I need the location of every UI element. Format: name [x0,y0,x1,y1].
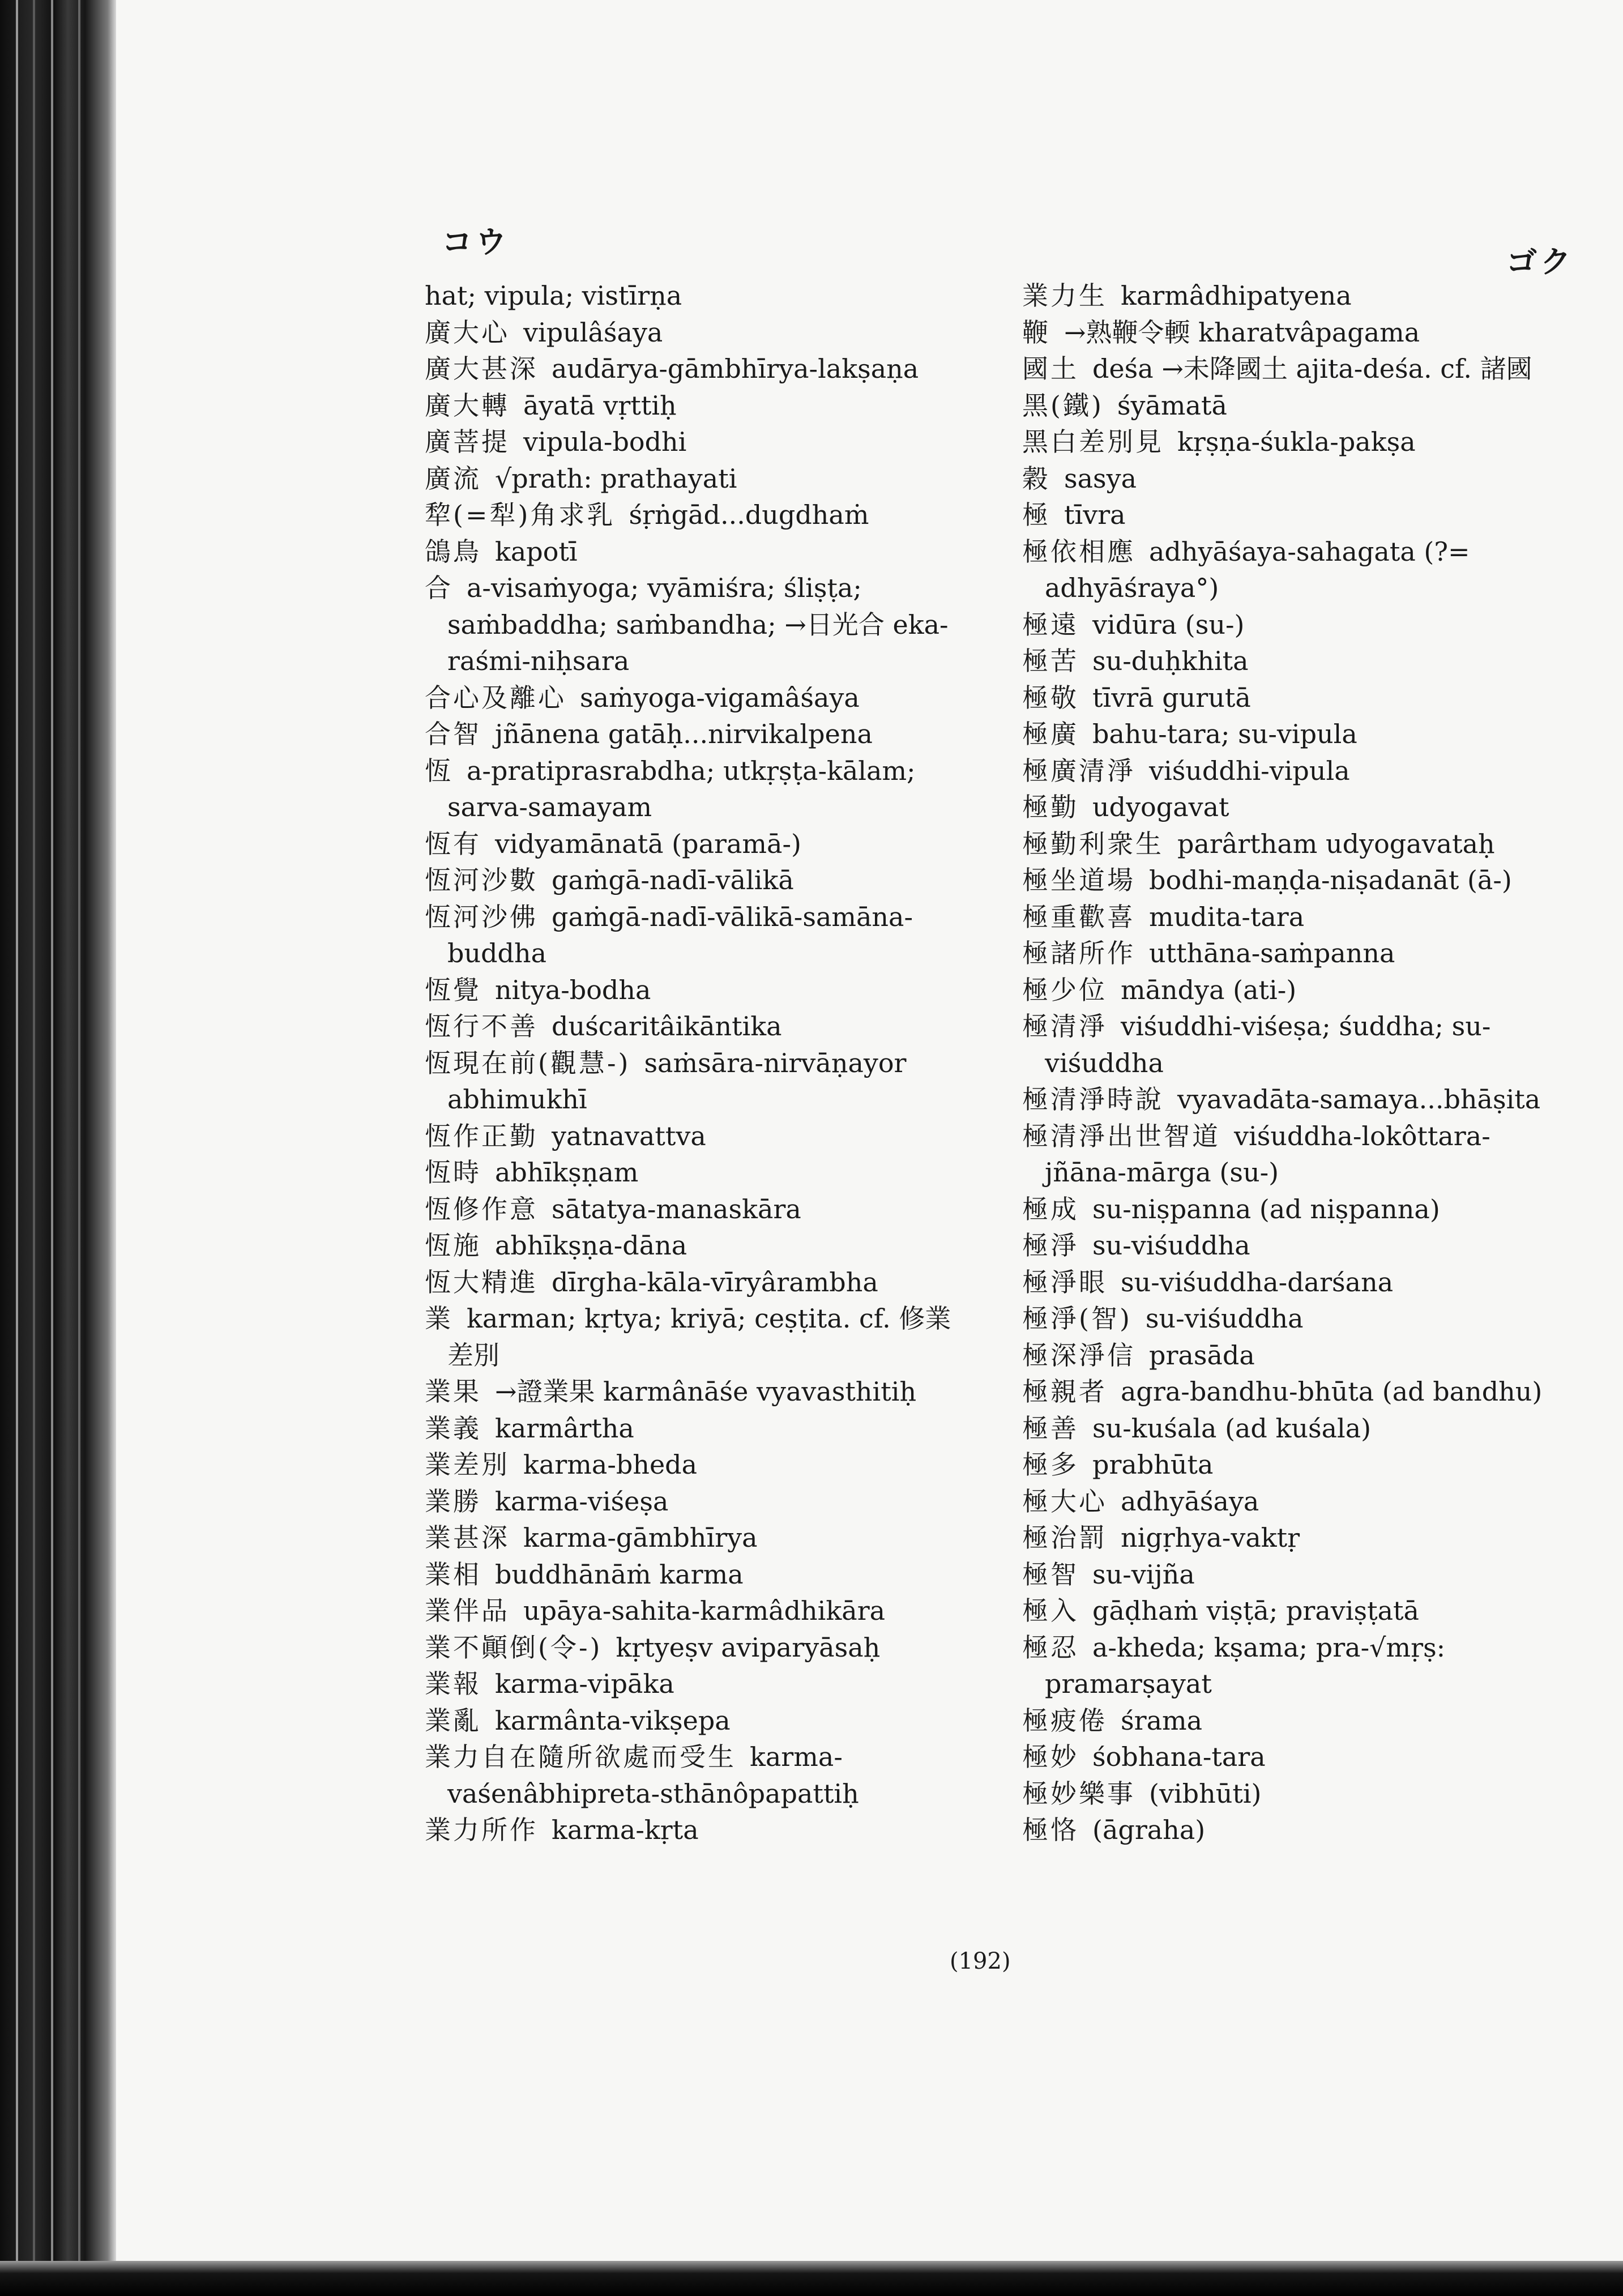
dictionary-entry [425,1739,963,1812]
entry-headword: 恆大精進 [425,1266,538,1298]
dictionary-entry [425,1702,963,1739]
entry-headword: 廣大甚深 [425,353,538,384]
entry-sanskrit: (āgraha) [1092,1815,1206,1845]
entry-headword: 業相 [425,1559,481,1590]
entry-headword: 業 [425,1303,453,1334]
entry-headword: 業不顚倒(令-) [425,1632,603,1663]
dictionary-entry [1022,314,1560,351]
entry-headword: 極妙樂事 [1022,1778,1135,1809]
running-header-left: コウ [442,224,510,260]
dictionary-entry [1022,753,1560,789]
entry-headword: 極多 [1022,1449,1079,1480]
dictionary-entry [425,826,963,863]
entry-headword: 業義 [425,1412,481,1444]
dictionary-entry [1022,1300,1560,1337]
entry-headword: 極淨眼 [1022,1266,1107,1298]
entry-headword: 極大心 [1022,1486,1107,1517]
entry-headword: 極 [1022,500,1050,530]
entry-sanskrit: viśuddhi-viśeṣa; śuddha; su-viśuddha [1045,1011,1491,1078]
dictionary-entry [1022,1227,1560,1264]
entry-headword: 極治罰 [1022,1522,1107,1553]
dictionary-page [116,0,1623,2261]
entry-sanskrit: āyatā vṛttiḥ [523,390,677,421]
entry-headword: 恆覺 [425,974,481,1005]
entry-headword: 恆現在前(觀慧-) [425,1047,631,1078]
entry-sanskrit: saṁyoga-vigamâśaya [580,682,860,713]
entry-sanskrit: yatnavattva [552,1120,706,1151]
dictionary-entry [1022,643,1560,680]
entry-headword: 犂(=犁)角求乳 [425,500,616,530]
entry-headword: 業果 [425,1376,481,1407]
entry-sanskrit: abhīkṣṇa-dāna [495,1230,687,1261]
dictionary-entry [425,460,963,497]
running-header-right: ゴク [1506,244,1574,280]
entry-sanskrit: agra-bandhu-bhūta (ad bandhu) [1121,1376,1543,1407]
entry-sanskrit: śṛṅgād...dugdhaṁ [629,500,869,530]
entry-headword: 恆修作意 [425,1193,538,1224]
entry-sanskrit: →熟鞭令輭 kharatvâpagama [1064,317,1420,348]
entry-sanskrit: karma-gāmbhīrya [523,1522,758,1553]
entry-headword: 極重歡喜 [1022,901,1135,932]
entry-headword: 廣大心 [425,317,510,348]
dictionary-entry [425,753,963,826]
dictionary-entry [425,1629,963,1666]
dictionary-entry [1022,826,1560,863]
entry-headword: 極親者 [1022,1376,1107,1407]
entry-sanskrit: gaṁgā-nadī-vālikā [552,865,794,895]
entry-sanskrit: buddhānāṁ karma [495,1559,744,1590]
entry-sanskrit: hat; vipula; vistīrṇa [425,280,682,311]
entry-headword: 恆作正勤 [425,1120,538,1151]
entry-sanskrit: saṁsāra-nirvāṇayor abhimukhī [447,1047,907,1115]
entry-sanskrit: su-viśuddha-darśana [1121,1266,1394,1298]
dictionary-entry [1022,460,1560,497]
entry-headword: 極淨 [1022,1230,1079,1261]
entry-sanskrit: karmâdhipatyena [1121,280,1352,311]
entry-sanskrit: tīvra [1064,500,1126,530]
dictionary-entry [425,1666,963,1702]
entry-headword: 極少位 [1022,974,1107,1005]
entry-sanskrit: mudita-tara [1149,901,1305,932]
entry-sanskrit: sātatya-manaskāra [552,1193,801,1224]
entry-sanskrit: kapotī [495,536,578,567]
entry-headword: 極深淨信 [1022,1339,1135,1371]
entry-headword: 極遠 [1022,609,1079,640]
entry-sanskrit: prasāda [1149,1339,1255,1371]
entry-sanskrit: tīvrā gurutā [1092,682,1251,713]
entry-headword: 極勤 [1022,792,1079,822]
entry-headword: 極智 [1022,1559,1079,1590]
entry-headword: 極敬 [1022,682,1079,713]
dictionary-entry [425,1300,963,1373]
entry-headword: 極妙 [1022,1742,1079,1772]
entry-headword: 穀 [1022,463,1050,494]
dictionary-entry [425,570,963,680]
dictionary-entry [1022,1739,1560,1776]
dictionary-entry [1022,1118,1560,1191]
dictionary-entry [1022,1373,1560,1410]
entry-sanskrit: dīrgha-kāla-vīryârambha [552,1266,878,1298]
entry-sanskrit: nitya-bodha [495,974,651,1005]
entry-headword: 鴿鳥 [425,536,481,567]
entry-sanskrit: √prath: prathayati [495,463,737,494]
entry-sanskrit: karma-bheda [523,1449,698,1480]
entry-sanskrit: utthāna-saṁpanna [1149,938,1395,968]
scan-bottom-edge [0,2261,1623,2296]
entry-sanskrit: adhyāśaya-sahagata (?= adhyāśraya°) [1045,536,1470,603]
entry-sanskrit: karma-kṛta [552,1815,699,1845]
dictionary-entry [425,1446,963,1483]
entry-headword: 恆時 [425,1157,481,1188]
entry-headword: 恆施 [425,1230,481,1261]
entry-headword: 極善 [1022,1412,1079,1444]
entry-headword: 極坐道場 [1022,865,1135,895]
entry-sanskrit: vipula-bodhi [523,426,687,457]
entry-sanskrit: śrama [1121,1705,1203,1736]
entry-sanskrit: bahu-tara; su-vipula [1092,719,1357,749]
dictionary-entry [1022,1008,1560,1081]
entry-sanskrit: karman; kṛtya; kriyā; ceṣṭita. cf. 修業差別 [447,1303,951,1371]
dictionary-entry [425,1154,963,1191]
entry-headword: 黑白差別見 [1022,426,1164,457]
entry-headword: 恆河沙數 [425,865,538,895]
entry-headword: 業亂 [425,1705,481,1736]
dictionary-entry [425,1227,963,1264]
dictionary-entry [425,899,963,972]
entry-headword: 極廣 [1022,719,1079,749]
dictionary-entry [1022,534,1560,607]
entry-sanskrit: udyogavat [1092,792,1229,822]
dictionary-entry [1022,1776,1560,1812]
entry-sanskrit: upāya-sahita-karmâdhikāra [523,1595,886,1626]
entry-headword: 極成 [1022,1193,1079,1224]
entry-sanskrit: abhīkṣṇam [495,1157,639,1188]
dictionary-entry [425,1556,963,1593]
entry-sanskrit: nigṛhya-vaktṛ [1121,1522,1300,1553]
entry-headword: 極苦 [1022,646,1079,676]
dictionary-entry [425,314,963,351]
dictionary-entry [1022,1556,1560,1593]
entry-sanskrit: karma-viśeṣa [495,1486,669,1517]
dictionary-entry [1022,1446,1560,1483]
dictionary-entry [425,351,963,387]
entry-headword: 國土 [1022,353,1079,384]
entry-headword: 恆有 [425,828,481,859]
entry-sanskrit: duścaritâikāntika [552,1011,782,1042]
entry-sanskrit: vyavadāta-samaya...bhāṣita [1177,1084,1541,1115]
entry-headword: 極諸所作 [1022,938,1135,968]
entry-sanskrit: su-kuśala (ad kuśala) [1092,1412,1372,1444]
dictionary-entry [425,1373,963,1410]
entry-headword: 業差別 [425,1449,510,1480]
entry-sanskrit: karmârtha [495,1412,634,1444]
entry-headword: 廣菩提 [425,426,510,457]
dictionary-entry [425,680,963,716]
entry-headword: 鞭 [1022,317,1050,348]
entry-headword: 恆行不善 [425,1011,538,1042]
entry-sanskrit: prabhūta [1092,1449,1214,1480]
dictionary-entry [1022,1337,1560,1374]
dictionary-entry [1022,1702,1560,1739]
dictionary-entry [425,716,963,753]
entry-headword: 業力生 [1022,280,1107,311]
entry-headword: 極入 [1022,1595,1079,1626]
entry-sanskrit: viśuddha-lokôttara-jñāna-mārga (su-) [1045,1120,1490,1188]
dictionary-entry [1022,862,1560,899]
entry-sanskrit: jñānena gatāḥ...nirvikalpena [495,719,873,749]
entry-headword: 業伴品 [425,1595,510,1626]
dictionary-entry [1022,972,1560,1009]
dictionary-entry [1022,424,1560,460]
dictionary-entry [425,1812,963,1849]
dictionary-entry [1022,1081,1560,1118]
entry-sanskrit: karma-vipāka [495,1668,674,1699]
entry-sanskrit: vipulâśaya [523,317,663,348]
dictionary-entry [425,1191,963,1228]
entry-sanskrit: bodhi-maṇḍa-niṣadanāt (ā-) [1149,865,1512,895]
dictionary-entry [425,1483,963,1520]
entry-sanskrit: sasya [1064,463,1137,494]
dictionary-entry [1022,680,1560,716]
right-column [1022,278,1560,1849]
entry-sanskrit: su-niṣpanna (ad niṣpanna) [1092,1193,1440,1224]
entry-sanskrit: karma-vaśenâbhipreta-sthānôpapattiḥ [447,1742,859,1809]
entry-headword: 業報 [425,1668,481,1699]
entry-headword: 極清淨時說 [1022,1084,1164,1115]
dictionary-entry [425,1008,963,1045]
dictionary-entry [425,1045,963,1118]
left-column [425,278,963,1849]
entry-headword: 極恪 [1022,1815,1079,1845]
dictionary-entry [425,972,963,1009]
entry-headword: 業勝 [425,1486,481,1517]
entry-headword: 極清淨出世智道 [1022,1120,1220,1151]
entry-sanskrit: su-duḥkhita [1092,646,1249,676]
entry-sanskrit: kṛṣṇa-śukla-pakṣa [1177,426,1416,457]
entry-headword: 極疲倦 [1022,1705,1107,1736]
book-spine-shadow [0,0,116,2296]
dictionary-entry [1022,1264,1560,1301]
dictionary-entry [1022,935,1560,972]
page-number: (192) [950,1948,1011,1974]
entry-headword: 合智 [425,719,481,749]
entry-headword: 廣大轉 [425,390,510,421]
entry-headword: 極廣清淨 [1022,755,1135,786]
dictionary-entry [1022,387,1560,424]
entry-headword: 恆 [425,755,453,786]
entry-sanskrit: gaṁgā-nadī-vālikā-samāna-buddha [447,901,913,968]
entry-headword: 業力所作 [425,1815,538,1845]
entry-sanskrit: māndya (ati-) [1121,974,1297,1005]
entry-sanskrit: audārya-gāmbhīrya-lakṣaṇa [552,353,919,384]
dictionary-entry [425,534,963,570]
entry-headword: 極淨(智) [1022,1303,1132,1334]
entry-sanskrit: adhyāśaya [1121,1486,1259,1517]
dictionary-entry [1022,607,1560,643]
entry-sanskrit: śyāmatā [1117,390,1227,421]
entry-headword: 黑(鐵) [1022,390,1104,421]
dictionary-entry [1022,1812,1560,1849]
entry-sanskrit: (vibhūti) [1149,1778,1262,1809]
dictionary-entry [425,1520,963,1556]
entry-sanskrit: vidūra (su-) [1092,609,1245,640]
dictionary-entry [425,424,963,460]
entry-headword: 業力自在隨所欲處而受生 [425,1742,736,1772]
entry-sanskrit: →證業果 karmânāśe vyavasthitiḥ [495,1376,917,1407]
entry-sanskrit: su-vijña [1092,1559,1195,1590]
entry-sanskrit: viśuddhi-vipula [1149,755,1350,786]
entry-headword: 廣流 [425,463,481,494]
entry-sanskrit: a-kheda; kṣama; pra-√mṛṣ: pramarṣayat [1045,1632,1446,1699]
dictionary-entry [1022,1483,1560,1520]
dictionary-entry [425,1410,963,1447]
entry-sanskrit: kṛtyeṣv aviparyāsaḥ [616,1632,881,1663]
entry-headword: 合心及離心 [425,682,566,713]
dictionary-entry [1022,351,1560,387]
dictionary-entry [1022,1593,1560,1629]
dictionary-entry [1022,789,1560,826]
entry-sanskrit: gāḍhaṁ viṣṭā; praviṣṭatā [1092,1595,1419,1626]
dictionary-entry [1022,1191,1560,1228]
entry-sanskrit: deśa →未降國土 ajita-deśa. cf. 諸國 [1092,353,1532,384]
dictionary-entry [425,387,963,424]
entry-sanskrit: su-viśuddha [1145,1303,1304,1334]
dictionary-entry [1022,716,1560,753]
entry-sanskrit: a-pratiprasrabdha; utkṛṣṭa-kālam; sarva-samayam [447,755,916,822]
entry-headword: 極依相應 [1022,536,1135,567]
entry-sanskrit: a-visaṁyoga; vyāmiśra; śliṣṭa; saṁbaddha; saṁbandha; →日光合 eka-raśmi-niḥsara [447,573,949,676]
entry-sanskrit: parârtham udyogavataḥ [1177,828,1495,859]
dictionary-entry [425,497,963,534]
entry-headword: 合 [425,573,453,603]
dictionary-entry [425,862,963,899]
entry-sanskrit: vidyamānatā (paramā-) [495,828,801,859]
dictionary-entry [1022,497,1560,534]
entry-headword: 極忍 [1022,1632,1079,1663]
entry-sanskrit: su-viśuddha [1092,1230,1250,1261]
dictionary-entry [425,1593,963,1629]
dictionary-entry [1022,278,1560,314]
dictionary-entry [1022,899,1560,936]
dictionary-entry [1022,1520,1560,1556]
dictionary-entry [425,1264,963,1301]
entry-headword: 業甚深 [425,1522,510,1553]
dictionary-entry [1022,1410,1560,1447]
entry-headword: 極勤利衆生 [1022,828,1164,859]
entry-headword: 恆河沙佛 [425,901,538,932]
dictionary-entry [1022,1629,1560,1702]
dictionary-entry [425,278,963,314]
entry-sanskrit: śobhana-tara [1092,1742,1266,1772]
entry-sanskrit: karmânta-vikṣepa [495,1705,731,1736]
dictionary-entry [425,1118,963,1155]
entry-headword: 極清淨 [1022,1011,1107,1042]
